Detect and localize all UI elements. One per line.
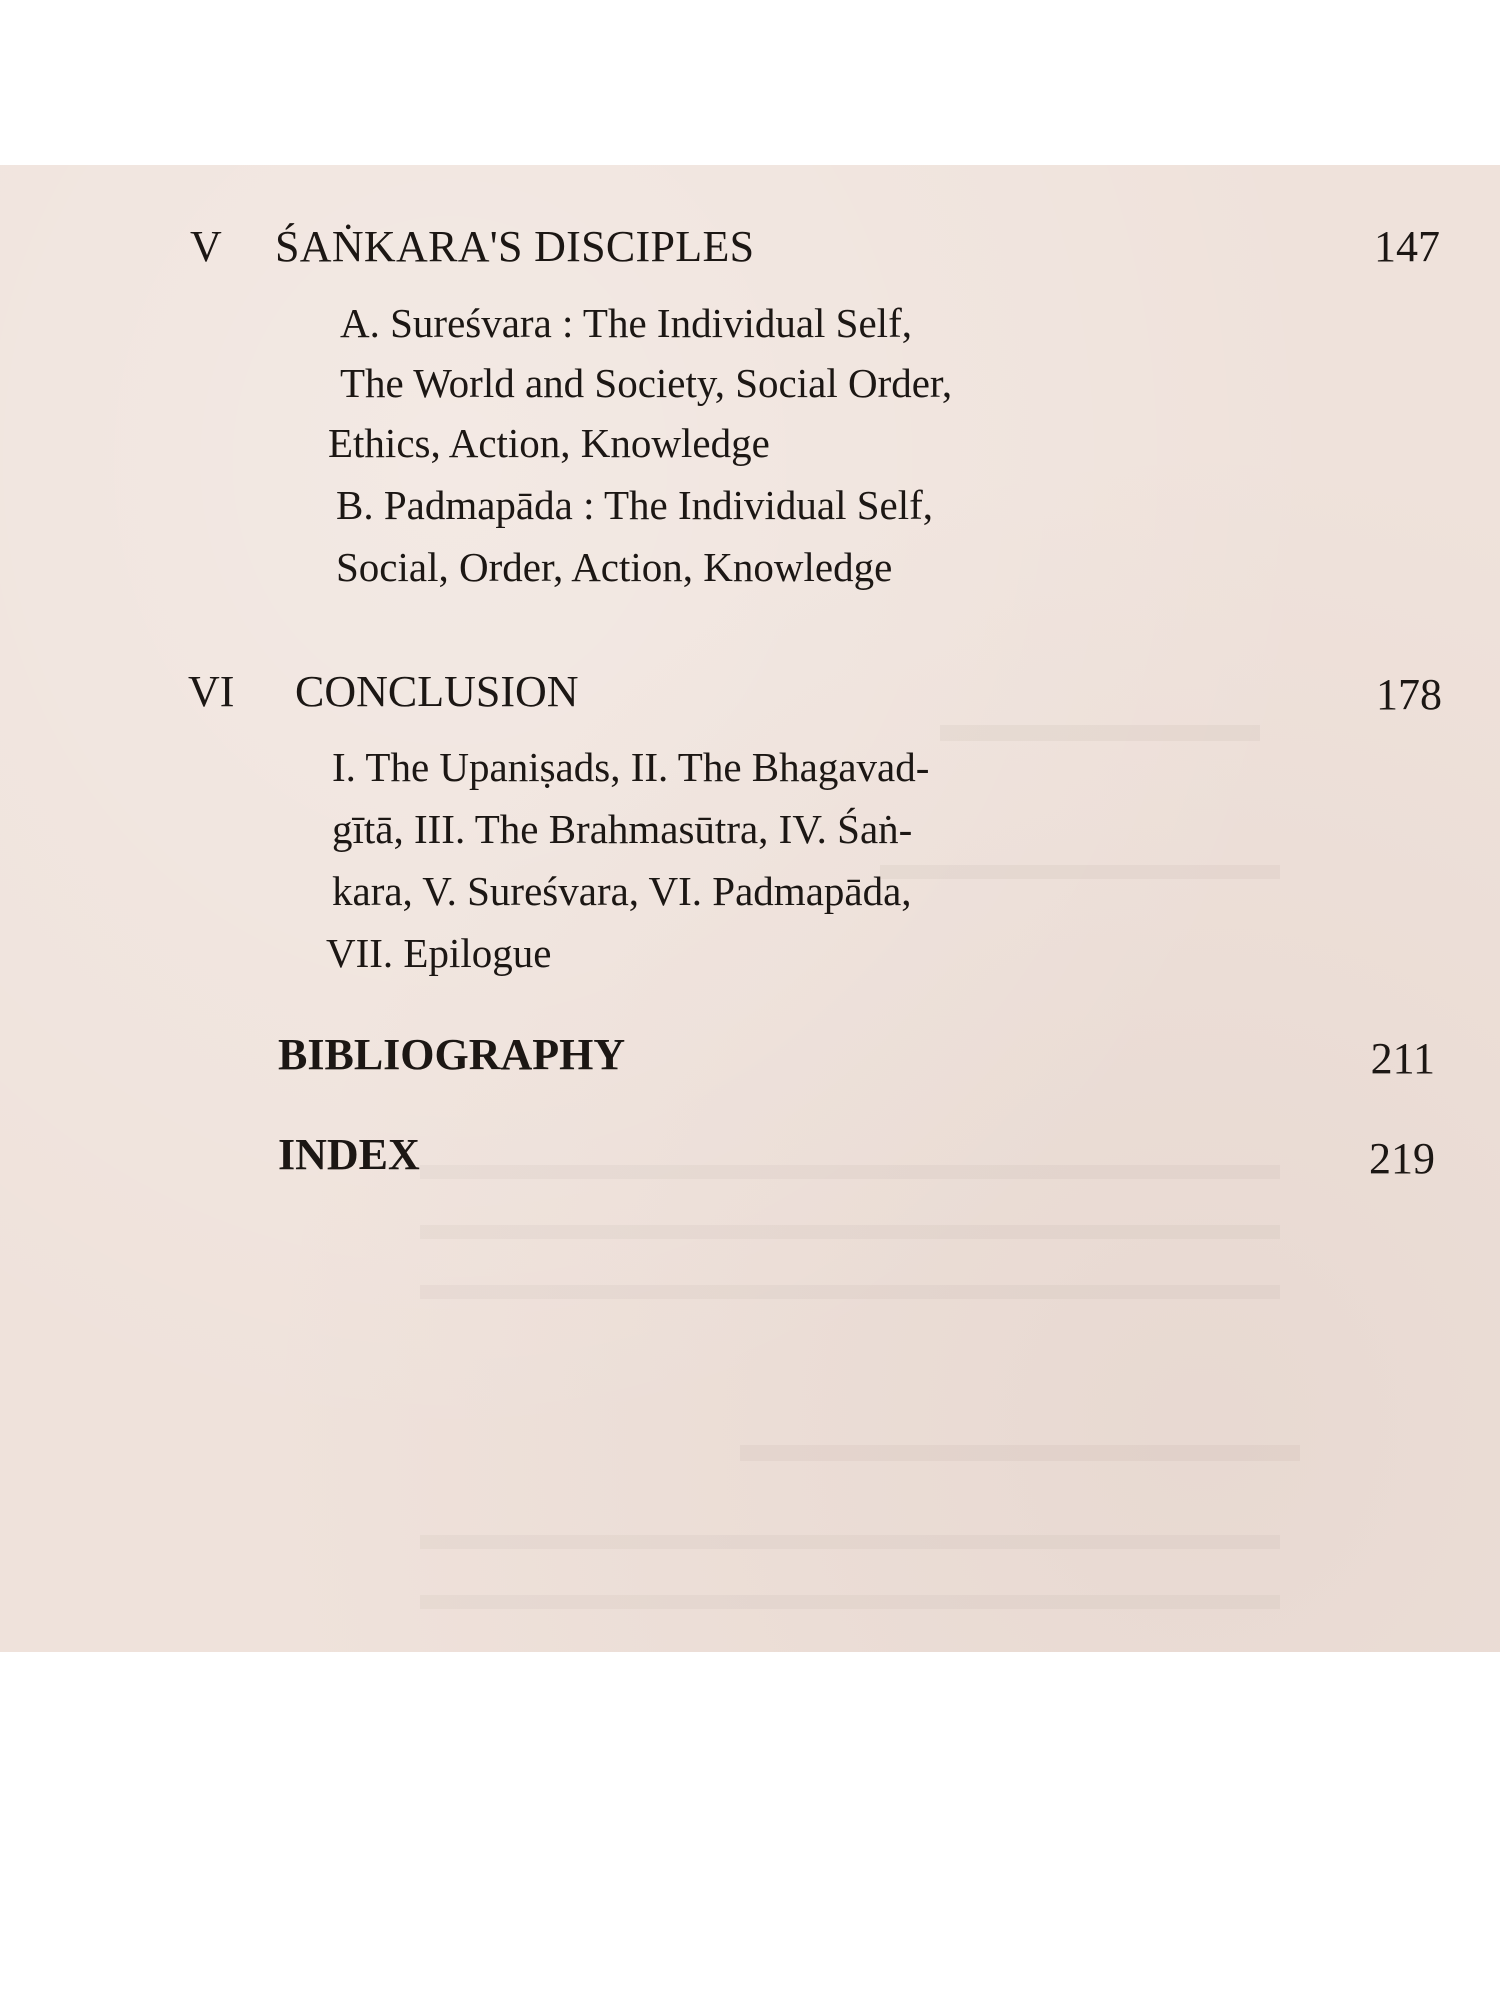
- chapter-vi-line-2: gītā, III. The Brahmasūtra, IV. Śaṅ-: [332, 806, 913, 852]
- chapter-vi-line-4: VII. Epilogue: [326, 930, 552, 976]
- chapter-v-page: 147: [1374, 222, 1440, 271]
- chapter-v-line-3: Ethics, Action, Knowledge: [328, 420, 770, 466]
- chapter-v-line-4: B. Padmapāda : The Individual Self,: [336, 482, 934, 528]
- chapter-v-numeral: V: [190, 222, 222, 271]
- chapter-vi-line-3: kara, V. Sureśvara, VI. Padmapāda,: [332, 868, 912, 914]
- chapter-vi-title: CONCLUSION: [295, 667, 579, 716]
- chapter-vi-numeral: VI: [188, 667, 235, 716]
- chapter-vi-page: 178: [1376, 670, 1442, 719]
- chapter-v-title: ŚAṄKARA'S DISCIPLES: [275, 222, 755, 271]
- chapter-v-line-5: Social, Order, Action, Knowledge: [336, 544, 893, 590]
- chapter-vi-line-1: I. The Upaniṣads, II. The Bhagavad-: [332, 744, 930, 790]
- index-title: INDEX: [278, 1130, 420, 1179]
- chapter-v-line-1: A. Sureśvara : The Individual Self,: [340, 300, 912, 346]
- bibliography-page: 211: [1370, 1034, 1435, 1083]
- chapter-v-line-2: The World and Society, Social Order,: [340, 360, 953, 406]
- bibliography-title: BIBLIOGRAPHY: [278, 1030, 626, 1079]
- index-page: 219: [1369, 1134, 1435, 1183]
- scanned-page: [0, 165, 1500, 1652]
